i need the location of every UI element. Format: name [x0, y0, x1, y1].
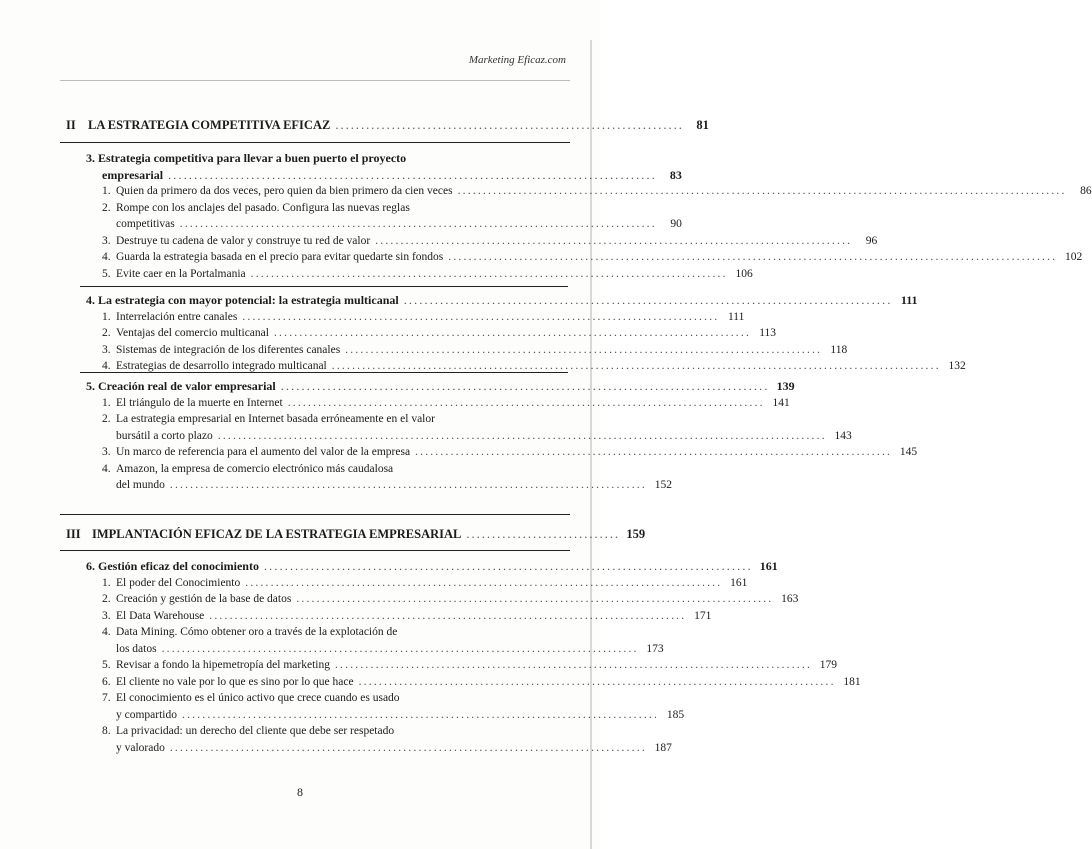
toc-entry: 1. Quien da primero da dos veces, pero quien da bien primero da cien veces ........................................................................................................................ 86: [102, 185, 1092, 197]
leader-dots: ..............................................................................................: [345, 343, 823, 356]
leader-dots: ..............................................................................................: [179, 218, 657, 230]
part-heading: [66, 527, 646, 542]
toc-entry: 4. Guarda la estrategia basada en el precio para evitar quedarte sin fondos ........................................................................................................................ 102: [102, 251, 1083, 263]
chapter-page: 111: [900, 293, 918, 307]
toc-entry-continued: competitivas .............................................................................................. 90: [80, 216, 568, 233]
leader-dots: ..............................................................................................: [403, 293, 893, 307]
chapter-title: 5. Creación real de valor empresarial .............................................................................................. 139: [86, 379, 795, 393]
toc-entry: 4. Estrategias de desarrollo integrado multicanal ........................................................................................................................ 132: [102, 360, 966, 372]
chapter-page: 83: [669, 167, 682, 182]
leader-dots: ..............................................................................................: [296, 593, 774, 605]
page-number: 8: [297, 785, 303, 799]
toc-entry: 3. Un marco de referencia para el aumento del valor de la empresa .............................................................................................. 145: [80, 444, 568, 461]
toc-entry: 2. Ventajas del comercio multicanal .............................................................................................. 113: [80, 325, 568, 342]
toc-entry: 7. El conocimiento es el único activo que crece cuando es usado: [102, 692, 400, 704]
part-title: LA ESTRATEGIA COMPETITIVA EFICAZ: [88, 118, 331, 132]
toc-entry: 4. Amazon, la empresa de comercio electrónico más caudalosa: [102, 462, 394, 475]
leader-dots: ..............................................................................................: [280, 379, 770, 393]
toc-entry: 2. Rompe con los anclajes del pasado. Configura las nuevas reglas: [102, 201, 410, 214]
leader-dots: ..............................................................................................: [168, 167, 657, 182]
leader-dots: ..............................: [466, 527, 621, 541]
leader-dots: ..............................................................................................: [182, 708, 660, 721]
leader-dots: ....................................................................: [335, 118, 684, 132]
leader-dots: ..............................................................................................: [273, 327, 752, 339]
toc-entry: 8. La privacidad: un derecho del cliente que debe ser respetado: [102, 725, 395, 737]
toc-entry-continued: y valorado .............................................................................................. 187: [80, 740, 568, 757]
chapter-block: [80, 378, 918, 503]
leader-dots: ..............................................................................................: [358, 675, 836, 688]
chapter-block: [80, 292, 966, 373]
toc-entry-continued: bursátil a corto plazo ........................................................................................................................ 143: [116, 429, 852, 442]
leader-dots: ..............................................................................................: [169, 479, 647, 491]
toc-entry: 5. Evite caer en la Portalmania .............................................................................................. 106: [80, 266, 568, 283]
toc-entry: 6. El cliente no vale por lo que es sino por lo que hace .............................................................................................. 181: [80, 674, 568, 691]
leader-dots: ..............................................................................................: [245, 576, 723, 589]
part-heading: [66, 118, 709, 133]
toc-entry-continued: del mundo .............................................................................................. 152: [80, 477, 568, 494]
leader-dots: ..............................................................................................: [287, 396, 765, 409]
leader-dots: ..............................................................................................: [415, 446, 893, 458]
toc-entry: 3. El Data Warehouse .............................................................................................. 171: [80, 608, 568, 625]
running-header: Marketing Eficaz.com: [468, 54, 566, 66]
leader-dots: ..............................................................................................: [209, 609, 687, 622]
part-rule: [60, 142, 570, 143]
part-number: II: [66, 118, 76, 132]
toc-entry-continued: los datos .............................................................................................. 173: [80, 641, 568, 658]
leader-dots: ..............................................................................................: [161, 642, 639, 655]
part-rule: [60, 514, 570, 515]
toc-entry: 2. Creación y gestión de la base de datos .............................................................................................. 163: [80, 591, 568, 608]
chapter-title: 3. Estrategia competitiva para llevar a buen puerto el proyecto: [86, 151, 407, 165]
leader-dots: ..............................................................................................: [375, 234, 853, 247]
toc-entry: 4. Data Mining. Cómo obtener oro a través de la explotación de: [102, 626, 398, 638]
leader-dots: ..............................................................................................: [250, 267, 728, 280]
chapter-page: 139: [776, 379, 795, 393]
toc-entry: 2. La estrategia empresarial en Internet basada erróneamente en el valor: [102, 413, 435, 425]
chapter-title: 4. La estrategia con mayor potencial: la estrategia multicanal .............................................................................................. 111: [86, 293, 918, 307]
part-rule: [60, 550, 570, 551]
chapter-page: 161: [759, 559, 778, 573]
leader-dots: ..............................................................................................: [242, 310, 720, 323]
part-title: IMPLANTACIÓN EFICAZ DE LA ESTRATEGIA EMPRESARIAL: [92, 527, 462, 541]
toc-entry: 1. El poder del Conocimiento .............................................................................................. 161: [80, 575, 568, 592]
chapter-block: [80, 558, 861, 754]
toc-entry: 5. Revisar a fondo la hipemetropía del marketing .............................................................................................. 179: [80, 657, 568, 674]
header-rule: [60, 80, 570, 81]
chapter-title-continued: empresarial .............................................................................................. 83: [102, 167, 682, 182]
toc-entry: 1. El triángulo de la muerte en Internet .............................................................................................. 141: [80, 395, 568, 412]
part-page: 159: [626, 527, 646, 541]
part-page: 81: [696, 118, 709, 132]
chapter-block: [80, 150, 1092, 287]
leader-dots: ..............................................................................................: [169, 741, 647, 754]
leader-dots: ..............................................................................................: [263, 559, 753, 573]
part-number: III: [66, 527, 81, 541]
toc-entry: 1. Interrelación entre canales .............................................................................................. 111: [80, 309, 568, 326]
toc-entry-continued: y compartido .............................................................................................. 185: [80, 707, 568, 724]
toc-entry: 3. Sistemas de integración de los diferentes canales .............................................................................................. 118: [80, 342, 568, 359]
toc-entry: 3. Destruye tu cadena de valor y construye tu red de valor .............................................................................................. 96: [80, 233, 568, 250]
leader-dots: ..............................................................................................: [334, 659, 813, 671]
chapter-title: 6. Gestión eficaz del conocimiento .............................................................................................. 161: [86, 559, 778, 573]
